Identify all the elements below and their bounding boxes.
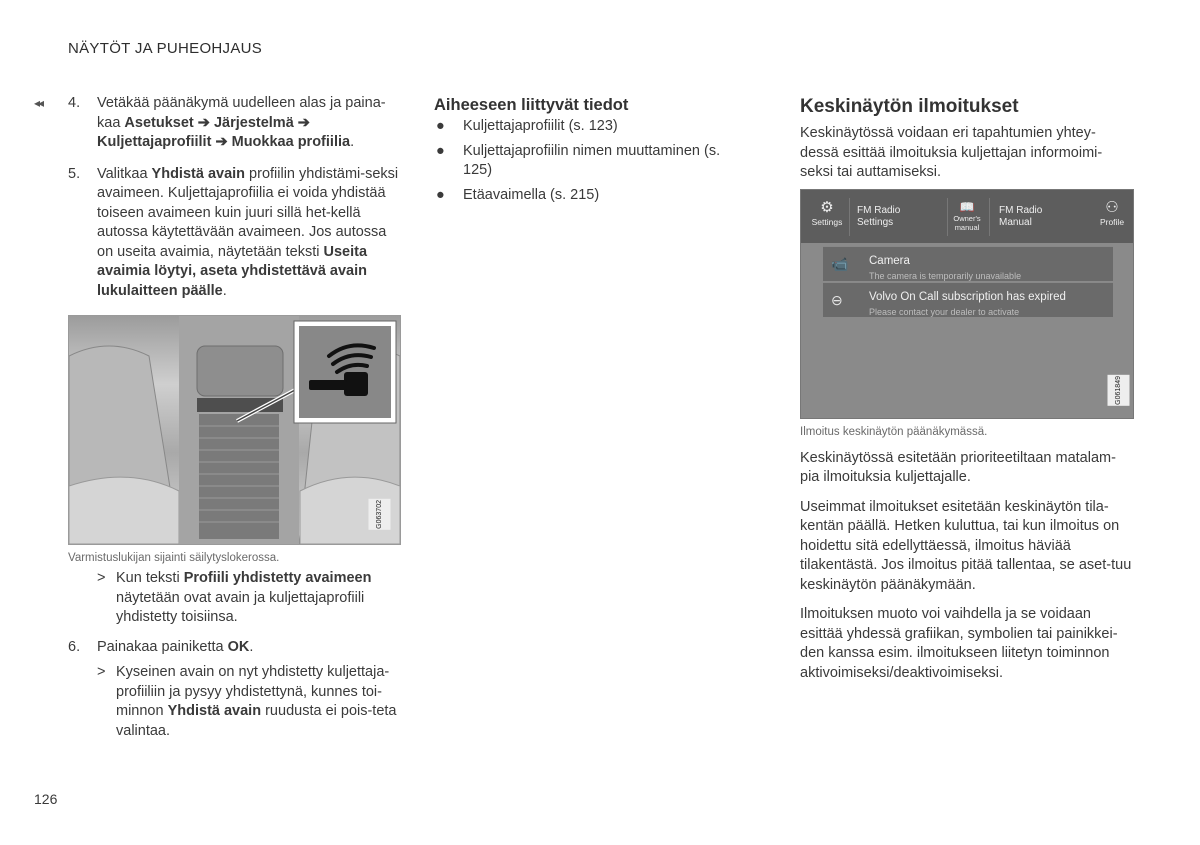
related-info-heading: Aiheeseen liittyvät tiedot xyxy=(434,96,629,114)
divider xyxy=(849,198,850,236)
person-icon: ⚇ xyxy=(1105,198,1119,216)
bullet-icon: ● xyxy=(436,143,445,159)
notification-camera[interactable] xyxy=(823,246,1113,281)
profile-connected-message: Profiili yhdistetty avaimeen xyxy=(183,570,372,586)
step-4 xyxy=(34,94,404,153)
step-6 xyxy=(34,638,404,658)
result-marker: > xyxy=(97,664,106,680)
related-info-column xyxy=(434,96,734,211)
step-text: profiilin yhdistämi-seksi avaimeen. Kuljettajaprofiilia ei voida yhdistää toiseen avaimeen kuin juuri sillä het-kellä autossa käytettävään avaimeen. Jos autossa on useita avaimia, näytetään teksti xyxy=(97,165,399,260)
step-number: 4. xyxy=(68,95,81,111)
notification-title: Camera xyxy=(869,254,910,267)
step-number: 5. xyxy=(68,165,81,182)
camera-icon: 📹 xyxy=(831,255,849,272)
notification-subtitle: Please contact your dealer to activate xyxy=(869,306,1020,317)
divider xyxy=(947,198,948,236)
notification-subtitle: The camera is temporarily unavailable xyxy=(869,270,1022,281)
back-arrows-icon[interactable]: ◂◂ xyxy=(34,96,43,110)
image-code: G061849 xyxy=(1108,375,1130,406)
paragraph: Keskinäytössä esitetään prioriteetiltaan matalam-pia ilmoituksia kuljettajalle. xyxy=(800,449,1116,485)
console-drawing xyxy=(69,316,400,544)
paragraph: Ilmoituksen muoto voi vaihdella ja se voidaan esittää yhdessä grafiikan, symbolien tai painikkei-den kanssa esim. ilmoitukseen liitetyn toiminnon aktivoimiseksi/deaktivoimiseksi. xyxy=(800,606,1118,681)
result-text: näytetään ovat avain ja kuljettajaprofiili yhdistetty toisiinsa. xyxy=(116,589,365,625)
notification-volvo-on-call[interactable] xyxy=(823,282,1113,317)
fm-radio-settings-tile[interactable]: FM Radio Settings xyxy=(857,204,901,228)
result-2 xyxy=(34,663,404,741)
punctuation: . xyxy=(222,282,227,299)
paragraph: Useimmat ilmoitukset esitetään keskinäytön tila-kentän päällä. Hetken kuluttua, tai kun ilmoitus on hoidettu sitä edellyttäessä, ilmoitus häviää tilakentästä. Jos ilmoitus pitää tallentaa, se aset-tuu keskinäytön päänäkymään. xyxy=(800,498,1132,593)
arrow-icon: ➔ xyxy=(297,114,310,131)
menu-path-settings: Asetukset xyxy=(124,114,194,131)
related-link-item[interactable] xyxy=(434,186,734,205)
volvo-icon: ⊖ xyxy=(831,291,843,308)
connect-key-label: Yhdistä avain xyxy=(151,165,246,182)
notifications-column xyxy=(800,96,1134,693)
arrow-icon: ➔ xyxy=(197,114,210,131)
gear-icon: ⚙ xyxy=(820,198,834,216)
divider xyxy=(989,198,990,236)
step-text: Valitkaa xyxy=(97,165,152,182)
tile-label: Settings xyxy=(811,216,843,227)
book-icon: 📖 xyxy=(959,199,975,214)
screen-topbar xyxy=(801,190,1133,243)
related-link-item[interactable] xyxy=(434,117,734,136)
profile-tile[interactable] xyxy=(1095,190,1129,243)
bullet-icon: ● xyxy=(436,187,445,203)
related-link-item[interactable] xyxy=(434,142,734,180)
result-text: Kun teksti xyxy=(116,570,184,586)
center-display-screenshot xyxy=(800,189,1134,419)
related-link-text[interactable]: Kuljettajaprofiilin nimen muuttaminen (s. 125) xyxy=(463,143,721,178)
result-text: Kyseinen avain on nyt yhdistetty kuljettaja-profiiliin ja pysyy yhdistettynä, kunnes toi-minnon xyxy=(116,664,390,719)
step-text: Vetäkää päänäkymä uudelleen alas ja paina-kaa xyxy=(97,95,386,131)
step-number: 6. xyxy=(68,638,81,655)
key-reader-illustration xyxy=(68,315,401,545)
related-link-text[interactable]: Etäavaimella (s. 215) xyxy=(463,187,600,203)
related-link-text[interactable]: Kuljettajaprofiilit (s. 123) xyxy=(463,118,618,134)
menu-path-edit-profile: Muokkaa profiilia xyxy=(231,134,351,150)
fm-radio-manual-tile[interactable]: FM Radio Manual xyxy=(999,204,1043,228)
step-5 xyxy=(34,165,404,302)
notification-title: Volvo On Call subscription has expired xyxy=(869,290,1066,303)
menu-path-system: Järjestelmä xyxy=(213,114,294,131)
owners-manual-tile[interactable] xyxy=(949,190,985,243)
connect-key-label: Yhdistä avain xyxy=(167,703,262,719)
figure-caption: Varmistuslukijan sijainti säilytyslokerossa. xyxy=(68,552,280,564)
tile-label: Profile xyxy=(1099,216,1125,227)
tile-label: Owner's manual xyxy=(953,213,981,232)
step-text: Painakaa painiketta xyxy=(97,638,228,655)
multiple-keys-message: Useita avaimia löytyi, aseta yhdistettävä avain lukulaitteen päälle xyxy=(97,243,368,299)
arrow-icon: ➔ xyxy=(215,134,228,150)
intro-paragraph: Keskinäytössä voidaan eri tapahtumien yhtey-dessä esittää ilmoituksia kuljettajan informoimi-seksi tai auttamiseksi. xyxy=(800,125,1103,180)
result-marker: > xyxy=(97,570,106,586)
result-1 xyxy=(34,569,404,628)
ok-button-label: OK xyxy=(227,638,250,655)
punctuation: . xyxy=(350,134,355,150)
section-heading: Keskinäytön ilmoitukset xyxy=(800,96,1019,117)
page-number: 126 xyxy=(34,791,58,807)
result-text: ruudusta ei pois-teta valintaa. xyxy=(116,703,397,739)
image-code: G063702 xyxy=(369,499,391,530)
page-header: NÄYTÖT JA PUHEOHJAUS xyxy=(68,40,263,57)
figure-caption: Ilmoitus keskinäytön päänäkymässä. xyxy=(800,425,988,438)
bullet-icon: ● xyxy=(436,118,445,134)
settings-tile[interactable] xyxy=(809,190,845,243)
menu-path-driver-profiles: Kuljettajaprofiilit xyxy=(97,134,212,150)
instructions-column xyxy=(34,94,404,751)
punctuation: . xyxy=(249,638,254,655)
